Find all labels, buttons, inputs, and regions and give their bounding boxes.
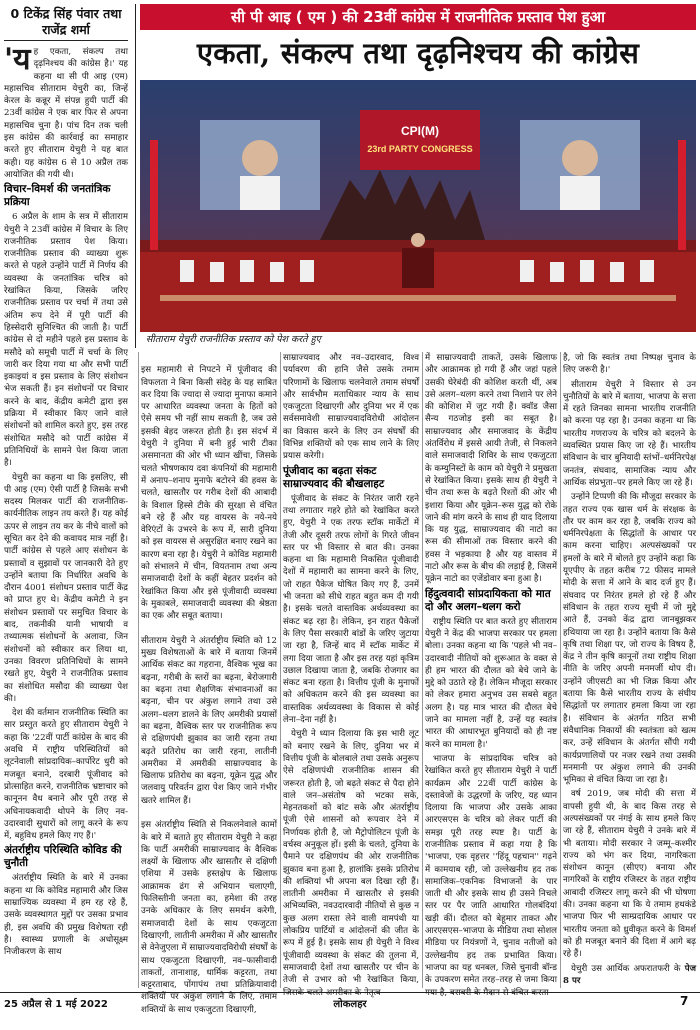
column-1 [4, 42, 128, 988]
paragraph: येचुरी उस आर्थिक अफरातफरी के पेज 8 पर [563, 963, 696, 986]
subhead-international-situation: अंतर्राष्ट्रीय परिस्थिति कोविड की चुनौती [4, 844, 122, 870]
congress-photo [140, 80, 696, 332]
podium [402, 248, 434, 288]
headline: एकता, संकल्प तथा दृढ़निश्चय की कांग्रेस [196, 36, 640, 70]
paragraph: अंतर्राष्ट्रीय स्थिति के बारे में उनका कहना था कि कोविड महामारी और जिस साम्राज्यिक व्यवस्था में हम रह रहे हैं, उसके व्यवस्थागत मुद्दों पर उसका प्रभाव ही, इस अवधि की प्रमुख विशेषता रही है। स्वास्थ्य प्रणाली के अधोसूक्ष्म निजीकरण के साथ [4, 873, 128, 958]
drop-cap: 'य [4, 42, 31, 77]
paragraph: इस महामारी से निपटने में पूंजीवाद की विफलता ने बिना किसी संदेह के यह साबित कर दिया कि ज्यादा से ज्यादा मुनाफा कमाने पर आधारित व्यवस्था जनता के हितों को ऐसे समय भी नहीं साध सकती है, जब उसे इसकी बेहद जरूरत होती है। इस संदर्भ में येचुरी ने दुनिया में बनी हुई भारी टीका असमानता की ओर भी ध्यान खींचा, जिसके चलते भीषणकाय दवा कंपनियों की महामारी में अनाप–शनाप मुनाफे बटोरने की हवस के चलते, खासतौर पर गरीब देशों की आबादी के विशाल हिस्से टीके की सुरक्षा से वंचित बने रहे हैं और यह वायरस के नये-नये वेरिएंटों के उभरने के रूप में, सारी दुनिया को इस वायरस से असुरक्षित बनाए रखने का कारण बना रहा है। येचुरी ने कोविड महामारी को संभालने में चीन, वियतनाम तथा अन्य समाजवादी देशों के कहीं बेहतर प्रदर्शन को रेखांकित किया और इसे पूंजीवादी व्यवस्था के मुकाबले, समाजवादी व्यवस्था की श्रेष्ठता का एक और सबूत बताया। सीताराम येचुरी ने अंतर्राष्ट्रीय स्थिति को 12 मुख्य विशेषताओं के बारे में बताया जिनमें आर्थिक संकट का गहराना, वैश्विक भूख का बढ़ना, गरीबी के स्तरों का बढ़ना, बेरोजगारी का बढ़ना तथा शैक्षणिक संभावनाओं का बढ़ना, चीन पर अंकुश लगाने तथा उसे अलग–थलग डालने के लिए अमरीकी प्रयासों का बढ़ना, वैश्विक स्तर पर राजनीतिक रूप से दक्षिणपंथी झुकाव का जारी रहना तथा बढ़ते प्रतिरोध का जारी रहना, लातीनी अमरीका में अमरीकी साम्राज्यवाद के खिलाफ प्रतिरोध का बढ़ना, यूक्रेन युद्ध और जलवायु परिवर्तन द्वारा पेश किए जाने गंभीर खतरे शामिल हैं। इस अंतर्राष्ट्रीय स्थिति से निकलनेवाले कामों के बारे में बताते हुए सीताराम येचुरी ने कहा कि पार्टी अमरीकी साम्राज्यवाद के वैश्विक लक्ष्यों के खिलाफ और खासतौर से दक्षिणी एशिया में उसके हस्तक्षेप के खिलाफ आक्रामक ढंग से अभियान चलाएगी, फिलिस्तीनी जनता का, हमेशा की तरह उनके अधिकार के लिए समर्थन करेगी, समाजवादी देशों के साथ एकजुटता दिखाएगी, लातीनी अमरीका में और खासतौर से वेनेजुएला में साम्राज्यवादविरोधी संघर्षों के साथ एकजुटता दिखाएगी, नव–फासीवादी ताकतों, तानाशाह, धार्मिक कट्टरता, तथा कट्टरताबाद, पोंगापंथ तथा प्रतिक्रियावादी शक्तियों पर अंकुश लगाने के लिए, तमाम शक्तियों के साथ एकजुटता दिखाएगी, [141, 365, 277, 1015]
lead-paragraph: ह एकता, संकल्प तथा दृढ़निश्चय की कांग्रेस है।' यह कहना था सी पी आइ (एम) महासचिव सीताराम येचुरी का, जिन्हें केरल के कन्नूर में संपन्न हुयी पार्टी की 23वीं कांग्रेस ने एक बार फिर से अपना महासचिव चुना है। पांच दिन तक चली इस कांग्रेस की कार्रवाई का समाहार करते हुए सीताराम येचुरी ने यह बात कही। यह कांग्रेस 6 से 10 अप्रैल तक आयोजित की गयी थी। [4, 47, 128, 180]
paragraph: पूंजीवाद के संकट के निरंतर जारी रहने तथा लगातार गहरे होते को रेखांकित करते हुए, येचुरी ने एक तरफ स्टॉक मार्केटों में तेजी और दूसरी तरफ लोगों के गिरते जीवन स्तर पर भी विस्तार से बात की। उनका कहना था कि महामारी निकसित पूंजीवादी देशों में महामारी का सामना करने के लिए, जो राहत पैकेज घोषित किए गए हैं, उनमें भी जनता को सीधे राहत बहुत कम दी गयी है। इसके चलते वास्तविक अर्थव्यवस्था का संकट बढ़ रहा है। लेकिन, इन राहत पैकेजों के लिए पैसा सरकारी बांडों के जरिए जुटाया जा रहा है, जिन्हें बाद में स्टॉक मार्केट में लगा दिया जाता है और इस तरह यहां कृत्रिम उछाल दिखाया जाता है, जबकि रोजगार का संकट बना रहता है। वित्तीय पूंजी के मुनाफों को अधिकतम करने की इस व्यवस्था का वास्तविक अर्थव्यवस्था के विकास से कोई लेना–देना नहीं है। [283, 493, 419, 726]
congress-banner [360, 110, 480, 170]
kicker-banner: सी पी आइ ( एम ) की 23वीं कांग्रेस में राजनीतिक प्रस्ताव पेश हुआ [140, 4, 696, 30]
paragraph: राष्ट्रीय स्थिति पर बात करते हुए सीताराम येचुरी ने केंद्र की भाजपा सरकार पर हमला बोला। उनका कहना था कि 'पहले भी नव–उदारवादी नीतियों को शुरूआत के वक्त से ही हम भारत की दौलत को बेचे जाने के मुद्दे को उठाते रहे हैं। लेकिन मौजूदा सरकार को लेकर हमारा अनुभव उस सबसे बहुत अलग है। यह मात्र भारत की दौलत बेचे जाने का मामला नहीं है, उन्हें यह स्वतंत्र भारत की आधारभूत बुनियादों को ही नष्ट करने का मामला है।' [425, 616, 557, 750]
continued-note: पेज 8 पर [563, 963, 696, 986]
photo-caption: सीताराम येचुरी राजनीतिक प्रस्ताव को पेश करते हुए [146, 334, 321, 345]
column-2 [141, 352, 277, 1015]
paragraph: में साम्राज्यवादी ताकतें, उसके खिलाफ और आक्रामक हो गयी हैं और जहां पहले उसकी घेरेबंदी की कोशिश करती थीं, अब उसे अलग–थलग करने तथा निशाने पर लेने की कोशिश में जुट गयी हैं। क्वॉड जैसा सैन्य गठजोड़ इसी का सबूत है। साम्राज्यवाद और समाजवाद के केंद्रीय अंतर्विरोध में इससे आयी तेजी, से निकलने वाले समाजवादी शिविर के साथ एकजुटता के कम्युनिस्टों के काम को येचुरी ने प्रमुखता से रेखांकित किया। इसके साथ ही येचुरी ने चीन तथा रूस के बढ़ते रिश्तों की ओर भी इशारा किया और यूक्रेन–रूस युद्ध को रोके जाने की मांग करने के साथ ही याद दिलाया कि यह युद्ध, साम्राज्यवाद की नाटो का रूस की सीमाओं तक विस्तार करने की हवस ने भड़काया है और यह वास्तव में नाटो और रूस के बीच की लड़ाई है, जिसमें यूक्रेन नाटो का एजेंडोवार बना हुआ है। [425, 353, 557, 585]
paragraph: येचुरी ने ध्यान दिलाया कि इस भारी लूट को बनाए रखने के लिए, दुनिया भर में वित्तीय पूंजी के बोलबाले तथा उसके अनुरूप ऐसे दक्षिणपंथी राजनीतिक शासन की जरूरत होती है, जो बढ़ते संकट से पैदा होने वाले जन–असंतोष को भटका सके, मेहनतकशों को बांट सके और अंतर्राष्ट्रीय पूंजी ऐसे शासनों को रूपवार देने में निर्णायक होती है, जो मैट्रोपोलिटन पूंजी के वर्चस्व अनुकूल हों। इसी के चलते, दुनिया के पैमाने पर दक्षिणपंथ की ओर राजनीतिक झुकाव बना हुआ है, हालांकि इसके प्रतिरोध की शक्तियां भी अपना बल दिखा रही हैं। लातीनी अमरीका में खासतौर से इसकी अभिव्यक्ति, नवउदारवादी नीतियों से कुछ न कुछ अलग रास्ता लेने वाली वामपंथी या लोकप्रिय पार्टियों व आंदोलनों की जीत के रूप में हुई है। इसके साथ ही येचुरी ने विश्व पूंजीवादी व्यवस्था के संकट की तुलना में, समाजवादी देशों तथा खासतौर पर चीन के तेजी से उभार को भी रेखांकित किया, जिसके चलते अमरीका के नेतृत्व [283, 729, 419, 998]
paragraph: साम्राज्यवाद और नव–उदारवाद, विश्व पर्यावरण की हानि जैसे उसके तमाम परिणामों के खिलाफ चलनेवाले तमाम संघर्षों और सार्वभौम मताधिकार न्याय के साथ एकजुटता दिखाएगी और दुनिया भर में एक सर्वसमावेशी साम्राज्यवादविरोधी आंदोलन का विकास करने के लिए उन संघर्षों की विभिन्न शक्तियों को एक साथ लाने के लिए प्रयास करेगी। [283, 353, 419, 462]
footer-date: 25 अप्रैल से 1 मई 2022 [4, 999, 108, 1010]
paragraph: वर्ष 2019, जब मोदी की सत्ता में वापसी हुयी थी, के बाद किस तरह से अल्पसंख्यकों पर नंगई के साथ हमले किए जा रहे हैं, सीताराम येचुरी ने उनके बारे में भी बताया। मोदी सरकार ने जम्मू–कश्मीर राज्य को भंग कर दिया, नागरिकता संशोधन कानून (सीएए) बनाया और नागरिकों के राष्ट्रीय रजिस्टर के तहत राष्ट्रीय आबादी रजिस्टर लागू करने की भी घोषणा की। उनका कहना था कि ये तमाम हथकंडे भाजपा फिर भी साम्प्रदायिक आधार पर भारतीय जनता को ध्रुवीकृत करने के विमर्श को ही मजबूत बनाने की दिशा में आगे बढ़ रहे हैं। [563, 789, 696, 960]
subhead-capitalism-crisis: पूंजीवाद का बढ़ता संकट साम्राज्यवाद की बौखलाहट [283, 464, 385, 490]
column-rule [138, 352, 139, 988]
subhead-hindutva-communalism: हिंदुत्ववादी सांप्रदायिकता को मात दो और अलग–थलग करो [425, 587, 551, 613]
column-4 [425, 352, 557, 998]
footer-publication: लोकलहर [333, 999, 367, 1010]
column-rule [135, 4, 136, 348]
congress-stage-illustration [140, 80, 696, 332]
svg-text:CPI(M): CPI(M) [401, 124, 439, 138]
paragraph: येचुरी का कहना था कि इसलिए, सी पी आइ (एम) ऐसी पार्टी है जिसके सभी सदस्य मिलकर पार्टी की राजनीतिक-कार्यनीतिक लाइन तय करते हैं। यह कोई ऊपर से लाइन तय कर के नीचे वालों को सूचित कर देने की कवायद मात्र नहीं है। पार्टी कांग्रेस से पहले आए संशोधन के प्रस्तावों व सुझावों पर जानकारी देते हुए उन्होंने बताया कि निर्धारित अवधि के दौरान 4001 संशोधन प्रस्ताव पार्टी केंद्र को प्राप्त हुए थे। केंद्रीय कमेटी ने इन संशोधन प्रस्तावों पर समुचित विचार के बाद, तकनीकी यानी भाषायी व तथ्यात्मक संशोधनों के अलावा, जिन संशोधनों को स्वीकार कर लिया था, उनका विवरण प्रतिनिधियों के सामने रखते हुए, येचुरी ने राजनीतिक प्रस्ताव का संशोधित मसौदा की व्याख्या पेश की। [4, 472, 128, 704]
paragraph: देश की वर्तमान राजनीतिक स्थिति का सार प्रस्तुत करते हुए सीताराम येचुरी ने कहा कि '22वीं पार्टी कांग्रेस के बाद की अवधि में राष्ट्रीय परिस्थितियों को लूटनेवाली सांप्रदायिक–कार्पोरेट धुरी को मजबूत बनाने, दरबारी पूंजीवाद को प्रोत्साहित करने, राजनीतिक भ्रष्टाचार को कानूनन वैध बनाने और पूरी तरह से अधिनायकवादी थोपने के लिए नव-उदारवादी सुधारों को लागू करने के रूप में, बहुविध हमले किए गए हैं।' [4, 708, 128, 842]
column-rule [422, 352, 423, 988]
paragraph: उन्होंने टिप्पणी की कि मौजूदा सरकार के तहत राज्य एक खास धर्म के संरक्षक के तौर पर काम कर रहा है, जबकि राज्य को धर्मनिरपेक्षता के सिद्धांतों के आधार पर काम करना चाहिए। अल्पसंख्यकों पर हमलों के बारे में बोलते हुए उन्होंने कहा कि यूएपीए के तहत करीब 72 फीसद मामले मोदी के सत्ता में आने के बाद दर्ज हुए हैं। संघवाद पर निरंतर हमले हो रहे हैं और संविधान के तहत राज्य सूची में जो मुद्दे आते हैं, उनको केंद्र द्वारा जानबूझकर हथियाया जा रहा है। उन्होंने बताया कि कैसे कृषि तथा शिक्षा पर, जो राज्य के विषय हैं, केंद्र ने तीन कृषि कानूनों तथा राष्ट्रीय शिक्षा नीति के जरिए अपनी मनमर्जी थोप दी। उन्होंने जीएसटी का भी जिक्र किया और बताया कि कैसे भारतीय राज्य के संघीय सिद्धांतों पर लगातार हमला किया जा रहा है। संविधान के अंतर्गत गठित सभी संवैधानिक निकायों की स्वतंत्रता को खत्म कर, उन्हें संविधान के अंतर्गत सौंपी गयी कार्यप्रणालियों पर नजर रखने तथा उसकी मनमानी पर अंकुश लगाने की उनकी भूमिका से वंचित किया जा रहा है। [563, 492, 696, 786]
page-number: 7 [680, 994, 689, 1008]
column-3 [283, 352, 419, 998]
paragraph: सीताराम येचुरी ने विस्तार से उन चुनौतियों के बारे में बताया, भाजपा के सत्ता में रहते जिनका सामना भारतीय राजनीति को करना पड़ रहा है। उनका कहना था कि भारतीय गणराज्य के चरित्र को बदलने के व्यवस्थित प्रयास किए जा रहे हैं। भारतीय संविधान के चार बुनियादी स्तंभों–धर्मनिरपेक्ष जनतंत्र, संघवाद, सामाजिक न्याय और आर्थिक संप्रभुता–पर हमले किए जा रहे हैं। [563, 379, 696, 488]
column-5 [563, 352, 696, 988]
column-rule [280, 352, 281, 988]
svg-text:23rd PARTY CONGRESS: 23rd PARTY CONGRESS [367, 144, 473, 154]
paragraph: है, जो कि स्वतंत्र तथा निष्पक्ष चुनाव के लिए जरूरी है।' [563, 353, 696, 376]
paragraph: भाजपा के सांप्रदायिक चरित्र को रेखांकित करते हुए सीताराम येचुरी ने पार्टी कार्यक्रम और 22वीं पार्टी कांग्रेस के दस्तावेजों के उद्धरणों के जरिए, यह ध्यान दिलाया कि भाजपा और उसके आका आरएसएस के चरित्र को लेकर पार्टी की समझ पूरी तरह स्पष्ट है। पार्टी के राजनीतिक प्रस्ताव में कहा गया है कि 'भाजपा, एक वृहत्तर ''हिंदू पहचान'' गढ़ने में कामयाब रही, जो उल्लेखनीय हद तक सामाजिक–एकनिक विभाजनों के पार जाती थी और इसके साथ ही उसने निचले स्तर पर पैर जाति आधारित गोलबंदियां खड़ी कीं। दौलत को बेहूमार ताकत और आरएसएस–भाजपा के मीडिया तथा सोशल मीडिया पर नियंत्रणों ने, चुनाव नतीजों को उल्लेखनीय हद तक प्रभावित किया। भाजपा का यह धनबल, जिसे चुनावी बॉन्ड के उपकरण समेत तरह–तरह से जमा किया गया है, बराबरी के मैदान से वंचित करता [425, 753, 557, 998]
column-rule [560, 352, 561, 988]
paragraph: 6 अप्रैल के शाम के सत्र में सीताराम येचुरी ने 23वीं कांग्रेस में विचार के लिए राजनीतिक प्रस्ताव पेश किया। राजनीतिक प्रस्ताव की व्याख्या शुरू करते से पहले उन्होंने पार्टी में निर्णय की व्यवस्था के जनतांत्रिक चरित्र को रेखांकित किया, जिसके जरिए राजनीतिक प्रस्ताव पर चर्चा में तथा उसे अंतिम रूप देने में पूरी पार्टी की हिस्सेदारी सुनिश्चित की जाती है। पार्टी कांग्रेस से दो महीने पहले इस प्रस्ताव के मसौदे को समूची पार्टी में चर्चा के लिए जारी कर दिया गया था और सभी पार्टी इकाइयां व इस प्रस्ताव के लिए संशोधन भेज सकती हैं। इन संशोधनों पर विचार करने के बाद, केंद्रीय कमेटी द्वारा इस प्रक्रिया में स्वीकार किए जाने वाले संशोधनों को शामिल करते हुए, इस तरह संशोधित मसौदे को पार्टी कांग्रेस में प्रतिनिधियों के सामने पेश किया जाता है। [4, 212, 128, 469]
subhead-democratic-process: विचार–विमर्श की जनतांत्रिक प्रक्रिया [4, 183, 111, 209]
byline: 0 टिकेंद्र सिंह पंवार तथा राजेंद्र शर्मा [10, 6, 122, 37]
byline-rule [4, 40, 128, 41]
